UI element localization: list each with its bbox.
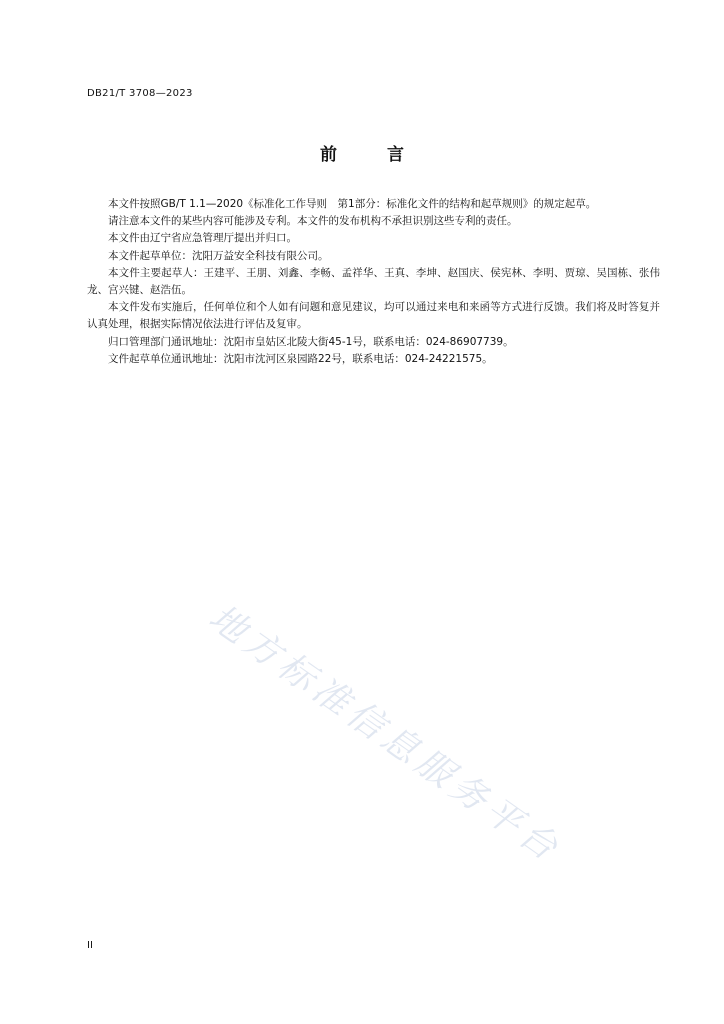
paragraph-patent-notice: 请注意本文件的某些内容可能涉及专利。本文件的发布机构不承担识别这些专利的责任。 (108, 215, 518, 228)
paragraph-drafters: 本文件主要起草人：王建平、王朋、刘鑫、李畅、孟祥华、王真、李坤、赵国庆、侯宪林、李明、贾琼、吴国栋、张伟龙、宫兴键、赵浩伍。 (87, 266, 660, 297)
paragraph-authority-address: 归口管理部门通讯地址：沈阳市皇姑区北陵大街45-1号，联系电话：024-86907739。 (108, 335, 514, 348)
page-number: II (87, 940, 93, 951)
document-code: DB21/T 3708—2023 (87, 88, 193, 99)
paragraph-proposer: 本文件由辽宁省应急管理厅提出并归口。 (108, 232, 297, 245)
paragraph-drafting-unit: 本文件起草单位：沈阳万益安全科技有限公司。 (108, 249, 329, 262)
watermark: 地方标准信息服务平台 (201, 596, 569, 872)
paragraph-drafting-basis: 本文件按照GB/T 1.1—2020《标准化工作导则 第1部分：标准化文件的结构和起草规则》的规定起草。 (108, 198, 597, 210)
foreword-body (87, 196, 660, 368)
paragraph-feedback: 本文件发布实施后，任何单位和个人如有问题和意见建议，均可以通过来电和来函等方式进行反馈。我们将及时答复并认真处理，根据实际情况依法进行评估及复审。 (87, 301, 660, 331)
paragraph-drafter-address: 文件起草单位通讯地址：沈阳市沈河区泉园路22号，联系电话：024-24221575。 (108, 352, 493, 365)
page-title: 前 言 (320, 145, 426, 165)
